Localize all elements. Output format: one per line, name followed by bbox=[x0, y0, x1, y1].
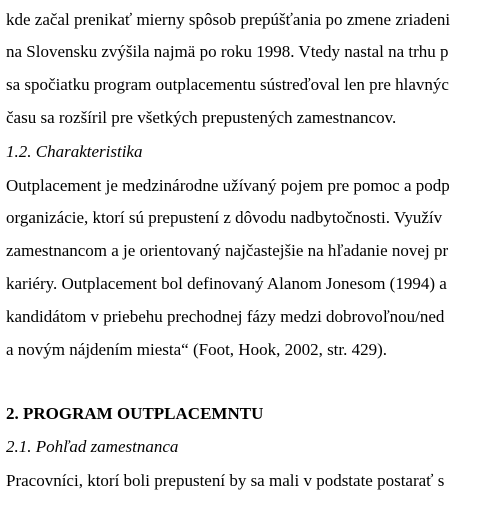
section-heading: 2. PROGRAM OUTPLACEMNTU bbox=[6, 404, 264, 423]
paragraph-line: Pracovníci, ktorí boli prepustení by sa mali v podstate postarať s bbox=[6, 471, 445, 490]
paragraph-line: na Slovensku zvýšila najmä po roku 1998. Vtedy nastal na trhu p bbox=[6, 42, 449, 61]
paragraph-line: sa spočiatku program outplacementu sústreďoval len pre hlavnýc bbox=[6, 75, 449, 94]
subheading-pohlad-zamestnanca: 2.1. Pohľad zamestnanca bbox=[6, 437, 179, 456]
paragraph-line: času sa rozšíril pre všetkých prepustených zamestnancov. bbox=[6, 108, 397, 127]
subheading-charakteristika: 1.2. Charakteristika bbox=[6, 142, 143, 161]
paragraph-line: zamestnancom a je orientovaný najčastejšie na hľadanie novej pr bbox=[6, 241, 449, 260]
paragraph-line: Outplacement je medzinárodne užívaný pojem pre pomoc a podp bbox=[6, 176, 450, 195]
paragraph-line: kariéry. Outplacement bol definovaný Alanom Jonesom (1994) a bbox=[6, 274, 447, 293]
paragraph-line: a novým nájdením miesta“ (Foot, Hook, 2002, str. 429). bbox=[6, 340, 388, 359]
paragraph-line: kde začal prenikať mierny spôsob prepúšťania po zmene zriadeni bbox=[6, 10, 451, 29]
paragraph-line: organizácie, ktorí sú prepustení z dôvodu nadbytočnosti. Využív bbox=[6, 208, 443, 227]
paragraph-line: kandidátom v priebehu prechodnej fázy medzi dobrovoľnou/ned bbox=[6, 307, 445, 326]
